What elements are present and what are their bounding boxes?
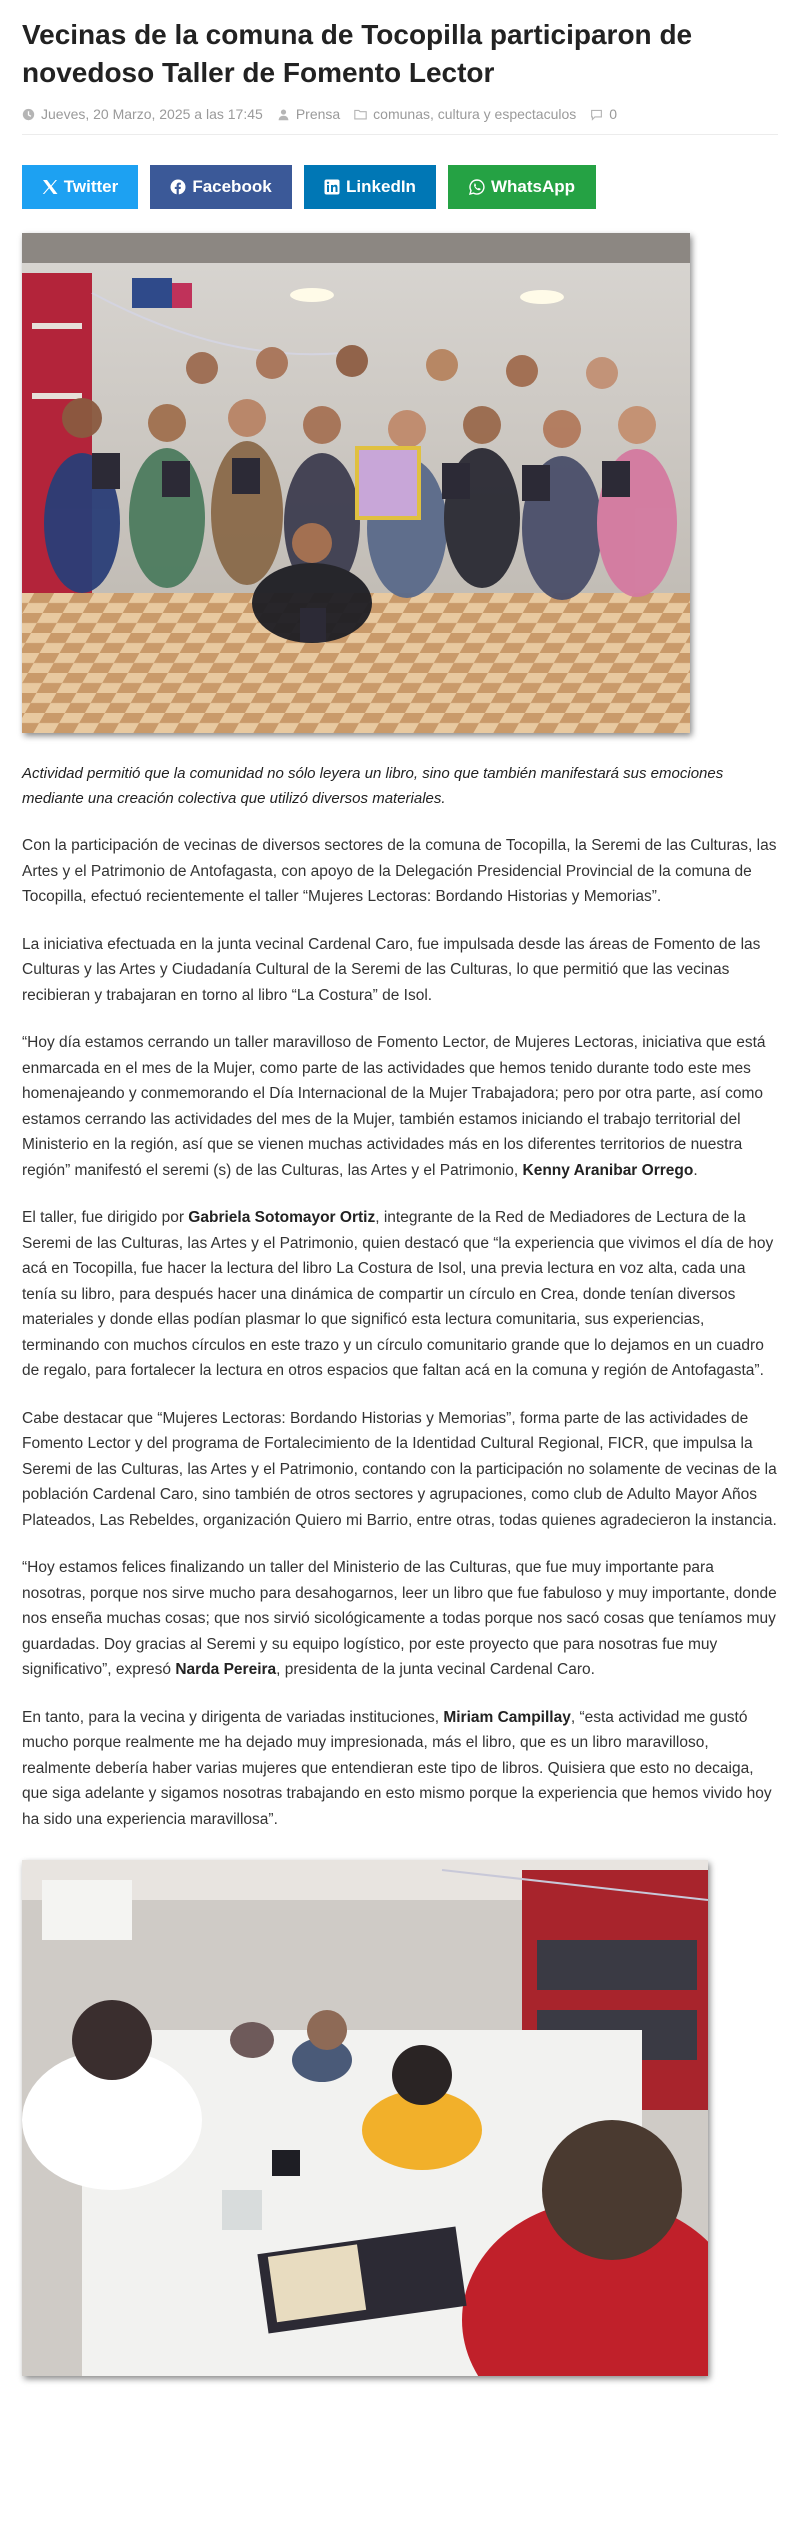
categories-link[interactable]: comunas, cultura y espectaculos (373, 106, 577, 122)
user-icon (277, 108, 290, 121)
paragraph-text: “Hoy día estamos cerrando un taller maravilloso de Fomento Lector, de Mujeres Lectoras, iniciativa que está enmarcada en el mes de la Mujer, como parte de las actividades que hemos tenido durante todo este mes homenajeando y conmemorando el Día Internacional de la Mujer Trabajadora; pero por otra parte, así como estamos cerrando las actividades del mes de la Mujer, también estamos iniciando el trabajo territorial del Ministerio en la región, así que se vienen muchas actividades más en los diferentes territorios de nuestra región” manifestó el seremi (s) de las Culturas, las Artes y el Patrimonio, (22, 1034, 766, 1179)
whatsapp-label: WhatsApp (490, 177, 576, 196)
author-link[interactable]: Prensa (295, 106, 341, 122)
paragraph-text: , presidenta de la junta vecinal Cardenal Caro. (276, 1661, 595, 1678)
paragraph-text: En tanto, para la vecina y dirigenta de variadas instituciones, (22, 1708, 444, 1726)
comment-icon (590, 108, 603, 121)
paragraph-text: El taller, fue dirigido por (22, 1209, 189, 1226)
paragraph-text: , integrante de la Red de Mediadores de Lectura de la Seremi de las Culturas, las Artes y el Patrimonio, quien destacó que “la experiencia que vivimos el día de hoy acá en Tocopilla, fue hacer la lectura del libro La Costura de Isol, una previa lectura en voz alta, cada una tenía su libro, para después hacer una dinámica de compartir un círculo en Crea, donde tenían diversos materiales y donde ellas podían plasmar lo que significó esta lectura comunitaria, sus experiencias, terminando con muchos círculos en este trazo y un círculo comunitario grande que lo dejamos en un cuadro de regalo, para fortalecer la lectura en otros espacios que faltan acá en la comuna y región de Antofagasta”. (22, 1209, 774, 1379)
linkedin-share-button[interactable] (304, 165, 436, 209)
paragraph (22, 1205, 778, 1384)
twitter-share-button[interactable] (22, 165, 138, 209)
workshop-photo-illustration (22, 1860, 708, 2376)
paragraph-text: “Hoy estamos felices finalizando un taller del Ministerio de las Culturas, que fue muy importante para nosotras, porque nos sirve mucho para desahogarnos, leer un libro que fue fabuloso y muy importante, donde nos enseña muchas cosas; que nos sirvió sicológicamente a todas porque nos sacó cosas que teníamos muy guardadas. Doy gracias al Seremi y su equipo logístico, por este proyecto que para nosotras fue muy significativo”, expresó (22, 1559, 777, 1678)
paragraph-text: , “esta actividad me gustó mucho porque realmente me ha dejado muy impresionada, más el libro, que es un libro maravilloso, realmente debería haber varias mujeres que entendieran este tipo de libros. Quisiera que esto no decaiga, que siga adelante y sigamos nosotras trabajando en esto mismo porque la experiencia que hemos vivido hoy ha sido una experiencia maravillosa”. (22, 1708, 772, 1828)
comments-link[interactable]: 0 (609, 106, 618, 122)
author-meta (277, 106, 340, 122)
linkedin-label: LinkedIn (346, 177, 416, 196)
whatsapp-icon (469, 179, 485, 195)
clock-icon (22, 108, 35, 121)
facebook-label: Facebook (192, 177, 272, 196)
comments-meta (590, 106, 617, 122)
person-name: Kenny Aranibar Orrego (522, 1161, 694, 1179)
article-title: Vecinas de la comuna de Tocopilla participaron de novedoso Taller de Fomento Lector (22, 19, 693, 88)
article-meta (22, 106, 778, 135)
facebook-icon (170, 179, 186, 195)
photo-caption: Actividad permitió que la comunidad no sólo leyera un libro, sino que también manifestará sus emociones mediante una creación colectiva que utilizó diversos materiales. (22, 765, 724, 807)
date-meta (22, 106, 263, 122)
share-buttons (22, 165, 778, 209)
workshop-photo (22, 1860, 708, 2376)
paragraph: Cabe destacar que “Mujeres Lectoras: Bordando Historias y Memorias”, forma parte de las actividades de Fomento Lector y del programa de Fortalecimiento de la Identidad Cultural Regional, FICR, que impulsa la Seremi de las Culturas, las Artes y el Patrimonio, contando con la participación no solamente de vecinas de la población Cardenal Caro, sino también de otros sectores y agrupaciones, como club de Adulto Mayor Años Plateados, Las Rebeldes, organización Quiero mi Barrio, entre otras, todas quienes agradecieron la instancia. (22, 1409, 777, 1529)
person-name: Gabriela Sotomayor Ortiz (188, 1209, 376, 1226)
person-name: Miriam Campillay (443, 1708, 571, 1726)
paragraph (22, 1030, 778, 1183)
person-name: Narda Pereira (175, 1661, 277, 1678)
facebook-share-button[interactable] (150, 165, 292, 209)
paragraph (22, 1705, 778, 1833)
article-date: Jueves, 20 Marzo, 2025 a las 17:45 (41, 106, 263, 122)
paragraph: La iniciativa efectuada en la junta vecinal Cardenal Caro, fue impulsada desde las áreas de Fomento de las Culturas y las Artes y Ciudadanía Cultural de la Seremi de las Culturas, lo que permitió que las vecinas recibieran y trabajaran en torno al libro “La Costura” de Isol. (22, 935, 761, 1004)
paragraph: Con la participación de vecinas de diversos sectores de la comuna de Tocopilla, la Seremi de las Culturas, las Artes y el Patrimonio de Antofagasta, con apoyo de la Delegación Presidencial Provincial de la comuna de Tocopilla, efectuó recientemente el taller “Mujeres Lectoras: Bordando Historias y Memorias”. (22, 837, 777, 905)
x-logo-icon (42, 179, 58, 195)
categories-meta (354, 106, 576, 122)
group-photo (22, 233, 690, 733)
paragraph (22, 1555, 778, 1683)
folder-icon (354, 108, 367, 121)
twitter-label: Twitter (63, 177, 119, 196)
whatsapp-share-button[interactable] (448, 165, 596, 209)
linkedin-icon (324, 179, 340, 195)
paragraph-text: . (693, 1161, 698, 1179)
group-photo-illustration (22, 233, 690, 733)
